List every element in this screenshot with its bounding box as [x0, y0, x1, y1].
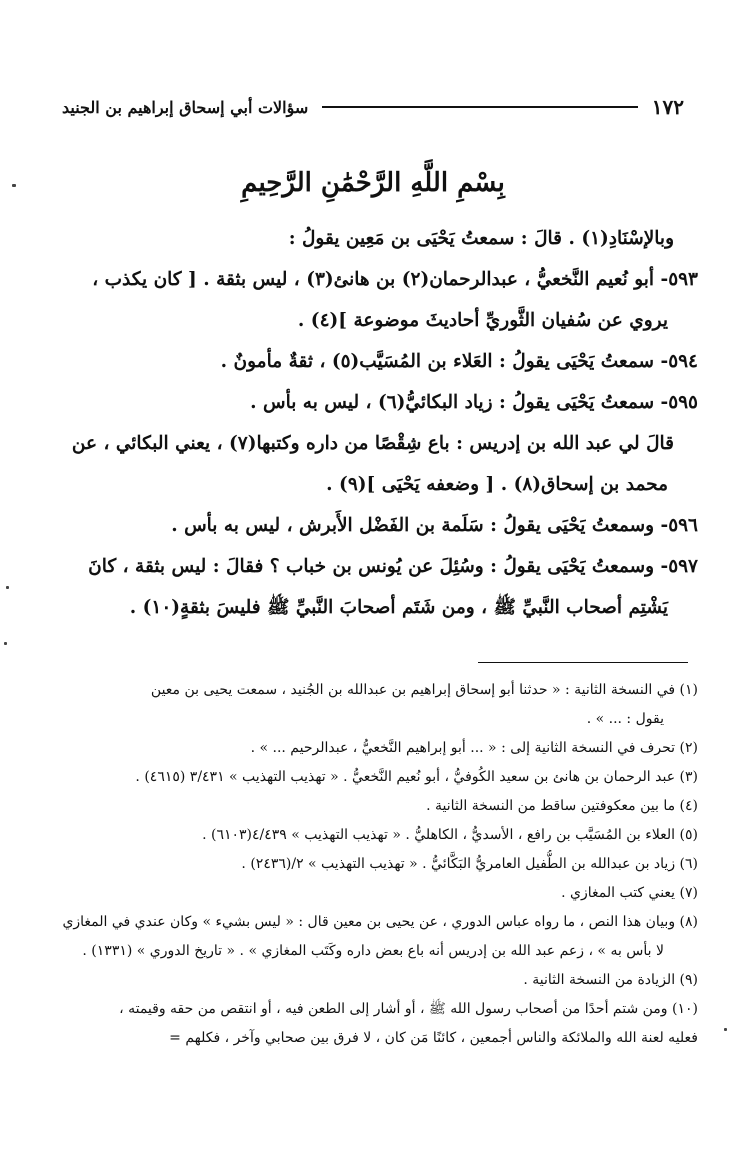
- entry-593: ٥٩٣- أبو نُعيم النَّخعيُّ ، عبدالرحمان(٢) بن هانئ(٣) ، ليس بثقة . [ كان يكذب ،: [92, 269, 698, 290]
- text-line-1: وبالإسْنَادِ(١) . قالَ : سمعتُ يَحْيَى بن مَعِين يقولُ :: [288, 228, 674, 249]
- footnote-8: (٨) وبيان هذا النص ، ما رواه عباس الدوري ، عن يحيى بن معين قال : « ليس بشيء » وكان عندي في المغازي: [62, 914, 698, 930]
- entry-596: ٥٩٦- وسمعتُ يَحْيَى يقولُ : سَلَمة بن الفَضْل الأَبرش ، ليس به بأس .: [171, 515, 698, 536]
- running-title: سؤالات أبي إسحاق إبراهيم بن الجنيد: [62, 97, 309, 117]
- footnotes: [62, 676, 698, 1053]
- footnote-5: (٥) العلاء بن المُسَيَّب بن رافع ، الأسديُّ ، الكاهليُّ . « تهذيب التهذيب » ٤/٤٣٩(٦١٠٣) .: [202, 827, 698, 843]
- footnote-6: (٦) زياد بن عبدالله بن الطُّفيل العامريُّ البَكَّائيُّ . « تهذيب التهذيب » ٢/(٢٤٣٦) .: [241, 856, 698, 872]
- footnote-2: (٢) تحرف في النسخة الثانية إلى : « ... أبو إبراهيم النَّخعيُّ ، عبدالرحيم ... » .: [250, 740, 698, 756]
- footnote-10: (١٠) ومن شتم أحدًا من أصحاب رسول الله ﷺ ، أو أشار إلى الطعن فيه ، أو انتقص من حقه وقيمته ،: [119, 1001, 698, 1017]
- header-rule: [322, 106, 637, 108]
- basmala: بِسْمِ اللَّهِ الرَّحْمَٰنِ الرَّحِيمِ: [241, 168, 505, 198]
- entry-595: ٥٩٥- سمعتُ يَحْيَى يقولُ : زياد البكائيُّ(٦) ، ليس به بأس .: [250, 392, 698, 413]
- footnote-3: (٣) عبد الرحمان بن هانئ بن سعيد الكُوفيُّ ، أبو نُعيم النَّخعيُّ . « تهذيب التهذيب » ٣/٤٣١ (٤٦١٥) .: [135, 769, 698, 785]
- footnote-10-cont: فعليه لعنة الله والملائكة والناس أجمعين ، كائنًا مَن كان ، لا فرق بين صحابي وآخر ، فكلهم =: [169, 1030, 698, 1046]
- footnote-1: (١) في النسخة الثانية : « حدثنا أبو إسحاق إبراهيم بن عبدالله بن الجُنيد ، سمعت يحيى بن معين: [150, 682, 698, 698]
- scan-speck: [6, 586, 9, 589]
- footnote-4: (٤) ما بين معكوفتين ساقط من النسخة الثانية .: [426, 798, 698, 814]
- footnote-8-cont: لا بأس به » ، زعم عبد الله بن إدريس أنه باع بعض داره وكَتَب المغازي » . « تاريخ الدوري » (١٣٣١) .: [82, 943, 664, 959]
- page-header: [62, 92, 684, 122]
- entry-595-cont-2: محمد بن إسحاق(٨) . [ وضعفه يَحْيَى ](٩) .: [326, 474, 668, 495]
- main-text: [64, 218, 698, 628]
- entry-594: ٥٩٤- سمعتُ يَحْيَى يقولُ : العَلاء بن المُسَيَّب(٥) ، ثقةٌ مأمونٌ .: [220, 351, 698, 372]
- footnote-1-cont: يقول : ... » .: [586, 711, 664, 727]
- scan-speck: [724, 1028, 727, 1031]
- page-number: ١٧٢: [651, 95, 684, 119]
- footnote-7: (٧) يعني كتب المغازي .: [561, 885, 698, 901]
- entry-595-cont-1: قالَ لي عبد الله بن إدريس : باع شِقْصًا من داره وكتبها(٧) ، يعني البكائي ، عن: [71, 433, 674, 454]
- footnote-9: (٩) الزيادة من النسخة الثانية .: [523, 972, 698, 988]
- scan-speck: [12, 184, 16, 187]
- entry-593-cont: يروي عن سُفيان الثَّوريِّ أحاديثَ موضوعة ](٤) .: [297, 310, 668, 331]
- footnote-separator: [478, 662, 688, 663]
- entry-597: ٥٩٧- وسمعتُ يَحْيَى يقولُ : وسُئِلَ عن يُونس بن خباب ؟ فقالَ : ليس بثقة ، كانَ: [88, 556, 698, 577]
- scan-speck: [4, 642, 7, 645]
- entry-597-cont: يَشْتِم أصحاب النَّبيِّ ﷺ ، ومن شَتَم أصحابَ النَّبيِّ ﷺ فليسَ بثقةٍ(١٠) .: [129, 597, 668, 618]
